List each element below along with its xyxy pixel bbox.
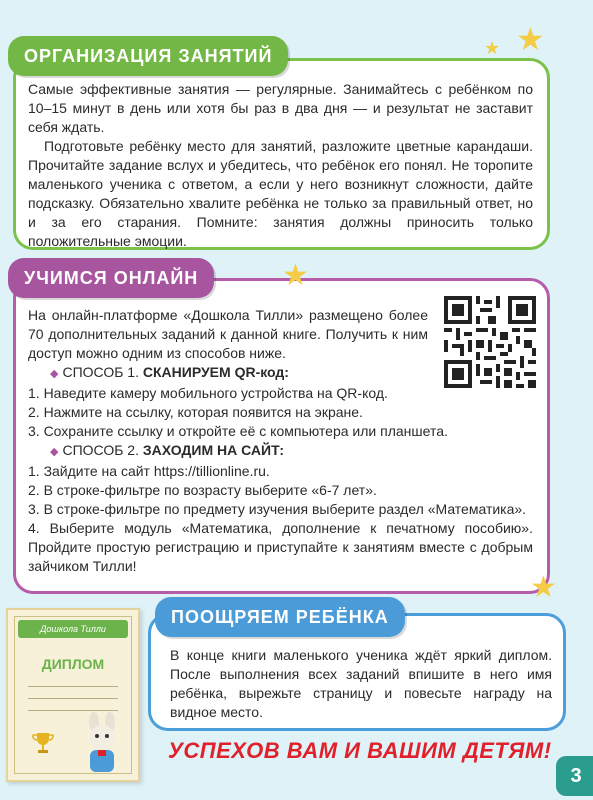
online-intro: На онлайн-платформе «Дошкола Тилли» размещено более 70 дополнительных заданий к данной книге. Получить к ним доступ можно одним из способов ниже. — [28, 307, 428, 361]
method-2-step: 3. В строке-фильтре по предмету изучения выберите раздел «Математика». — [28, 501, 527, 517]
method-2-step: 2. В строке-фильтре по возрасту выберите «6-7 лет». — [28, 482, 377, 498]
section-online-title: УЧИМСЯ ОНЛАЙН — [8, 258, 214, 298]
star-icon: ★ — [516, 21, 545, 57]
method-label: СПОСОБ 2. — [62, 442, 139, 458]
bunny-character-icon — [76, 712, 128, 774]
section-encourage-title: ПООЩРЯЕМ РЕБЁНКА — [155, 597, 405, 637]
diploma-line — [28, 710, 118, 711]
paragraph: Самые эффективные занятия — регулярные. Занимайтесь с ребёнком по 10–15 минут в день или хотя бы раз в два дня — и результат не заставит себя ждать. — [28, 81, 533, 135]
method-1-step: 3. Сохраните ссылку и откройте её с компьютера или планшета. — [28, 423, 448, 439]
method-1-step: 2. Нажмите на ссылку, которая появится на экране. — [28, 404, 363, 420]
method-2-step: 4. Выберите модуль «Математика, дополнение к печатному пособию». Пройдите простую регистрацию и приступайте к занятиям вместе с добрым зайчиком Тилли! — [28, 520, 533, 574]
diploma-title: ДИПЛОМ — [41, 656, 105, 672]
section-organization-text — [28, 80, 533, 251]
method-title: ЗАХОДИМ НА САЙТ: — [142, 442, 285, 458]
diamond-icon: ◆ — [50, 446, 59, 458]
method-2-step: 1. Зайдите на сайт https://tillionline.ru. — [28, 463, 270, 479]
method-label: СПОСОБ 1. — [62, 364, 139, 380]
method-title: СКАНИРУЕМ QR-код: — [142, 364, 289, 380]
star-icon: ★ — [282, 259, 309, 292]
diamond-icon: ◆ — [50, 368, 59, 380]
method-1-step: 1. Наведите камеру мобильного устройства на QR-код. — [28, 385, 388, 401]
section-encourage-text: В конце книги маленького ученика ждёт яркий диплом. После выполнения всех заданий впишите в него имя ребёнка, вырежьте страницу и повесьте награду на видное место. — [170, 647, 552, 720]
section-organization-title: ОРГАНИЗАЦИЯ ЗАНЯТИЙ — [8, 36, 288, 76]
qr-code[interactable] — [440, 292, 540, 392]
trophy-icon — [30, 730, 56, 756]
slogan: УСПЕХОВ ВАМ И ВАШИМ ДЕТЯМ! — [168, 738, 552, 763]
method-2-heading — [28, 441, 533, 462]
diploma-line — [28, 686, 118, 687]
paragraph: Подготовьте ребёнку место для занятий, разложите цветные карандаши. Прочитайте задание вслух и убедитесь, что ребёнок его понял. Не торопите маленького ученика с ответом, а если у него возникнут сложности, дайте подсказку. Обязательно хвалите ребёнка не только за правильный ответ, но и за его старания. Помните: занятия должны приносить только положительные эмоции. — [28, 138, 533, 249]
diploma-line — [28, 698, 118, 699]
star-icon: ★ — [484, 38, 501, 58]
page-number: 3 — [556, 756, 593, 796]
diploma-brand: Дошкола Тилли — [18, 620, 128, 638]
diploma-thumbnail — [6, 608, 140, 782]
star-icon: ★ — [530, 571, 557, 604]
